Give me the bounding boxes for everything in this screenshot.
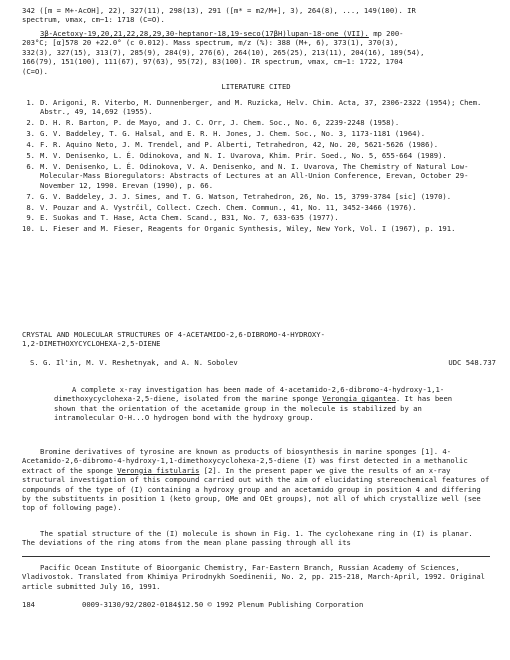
reference-item: [22, 129, 490, 138]
reference-item: [22, 213, 490, 222]
reference-number: 3.: [26, 129, 35, 139]
reference-text: G. V. Baddeley, T. G. Halsal, and E. R. H. Jones, J. Chem. Soc., No. 3, 1173-1181 (1964).: [40, 129, 426, 139]
spectrum-line-2: spectrum, νmax, cm−1: 1718 (C=O).: [22, 15, 165, 25]
reference-number: 4.: [26, 140, 35, 150]
reference-text: G. V. Baddeley, J. J. Simes, and T. G. Watson, Tetrahedron, 26, No. 15, 3799-3784 [sic] (1970).: [40, 191, 452, 201]
compound-vii-line-2: 203°C; [α]578 20 +22.0° (c 0.012). Mass spectrum, m/z (%): 388 (M+, 6), 373(1), 370(3),: [22, 38, 399, 48]
footnote-text: Pacific Ocean Institute of Bioorganic Chemistry, Far-Eastern Branch, Russian Academy of Sciences, Vladivostok. Translated from Khimiya Prirodnykh Soedinenii, No. 2, pp. 215-218, March-April, 1992. Original article submitted July 16, 1991.: [22, 563, 486, 591]
reference-item: [22, 98, 490, 117]
article-title-line-1: CRYSTAL AND MOLECULAR STRUCTURES OF 4-ACETAMIDO-2,6-DIBROMO-4-HYDROXY-: [22, 330, 325, 339]
reference-number: 7.: [26, 191, 35, 201]
compound-vii-mp: mp 200-: [368, 29, 404, 38]
authors: S. G. Il'in, M. V. Reshetnyak, and A. N. Sobolev: [30, 358, 238, 367]
article-title-line-2: 1,2-DIMETHOXYCYCLOHEXA-2,5-DIENE: [22, 339, 161, 349]
reference-item: [22, 118, 490, 127]
spectrum-continuation: [22, 6, 490, 25]
reference-text: V. Pouzar and A. Vystrčil, Collect. Czech. Chem. Commun., 41, No. 11, 3452-3466 (1976).: [40, 202, 417, 212]
reference-item: [22, 151, 490, 160]
udc-code: UDC 548.737: [448, 358, 496, 367]
compound-vii-line-4: 166(79), 151(100), 111(67), 97(63), 95(72), 83(100). IR spectrum, νmax, cm−1: 1722, 1704: [22, 57, 403, 67]
reference-number: 10.: [22, 224, 35, 234]
para1-text-end: [2]. In the present paper we give the results of an x-ray structural investigation of this compound carried out with the aim of elucidating stereochemical features of compounds of the type of (I) containing a hydroxy group and an acetamido group in position 4 and differing by the substituents in position 1 (keto group, OMe and OEt groups), not all of which crystallize well (see top of following page).: [22, 465, 490, 513]
footnote: [22, 563, 490, 591]
reference-item: [22, 162, 490, 190]
reference-number: 1.: [26, 98, 35, 107]
body-paragraph-1: [22, 447, 490, 513]
reference-item: [22, 203, 490, 212]
reference-item: [22, 224, 490, 233]
compound-vii-title: 3β-Acetoxy-19,20,21,22,28,29,30-heptanor-18,19-seco(17βH)lupan-18-one (VII).: [40, 29, 369, 38]
para1-text-start: Bromine derivatives of tyrosine are known as products of biosynthesis in marine sponges [1]. 4-Acetamido-2,6-dibromo-4-hydroxy-1,1-dimethoxycyclohexa-2,5-diene (I) was first detected in a methanolic extract of the sponge: [22, 447, 468, 475]
author-line: [22, 358, 498, 367]
abstract-text-end: . It has been shown that the orientation of the acetamide group in the molecule is stabilized by an intramolecular O-H...O hydrogen bond with the hydroxy group.: [54, 394, 453, 423]
para1-species: Verongia fistularis: [117, 465, 200, 475]
reference-number: 6.: [26, 161, 35, 171]
reference-text: D. Arigoni, R. Viterbo, M. Dunnenberger, and M. Ruzicka, Helv. Chim. Acta, 37, 2306-2322 (1954); Chem. Abstr., 49, 14,692 (1955).: [40, 98, 482, 117]
spectrum-line-1: 342 ([m = M+-AcOH], 22), 327(11), 298(13), 291 ([m* = m2/M+], 3), 264(8), ..., 149(100). IR: [22, 6, 416, 15]
compound-vii-block: [22, 29, 490, 76]
reference-text: M. V. Denisenko, L. É. Odinokova, V. A. Denisenko, and N. I. Uvarova, The Chemistry of Natural Low-Molecular-Mass Bioregulators: Abstracts of Lectures at an All-Union Conference, Erevan, October 29-November 12, 1990. Erevan (1990), p. 66.: [40, 161, 469, 190]
article-title: [22, 330, 490, 349]
para2-text: The spatial structure of the (I) molecule is shown in Fig. 1. The cyclohexane ring in (I) is planar. The deviations of the ring atoms from the mean plane passing through all its: [22, 529, 473, 548]
reference-text: E. Suokas and T. Hase, Acta Chem. Scand., B31, No. 7, 633-635 (1977).: [40, 213, 339, 223]
body-paragraph-2: [22, 529, 490, 548]
compound-vii-line-3: 332(3), 327(15), 313(7), 285(9), 284(9), 276(6), 264(10), 265(25), 213(11), 204(16), 189(54),: [22, 47, 425, 57]
footnote-divider: [22, 556, 490, 557]
reference-item: [22, 192, 490, 201]
page-footer: [22, 600, 490, 609]
copyright-line: 0009-3130/92/2802-0184$12.50 © 1992 Plenum Publishing Corporation: [82, 600, 364, 609]
references: [22, 98, 490, 234]
reference-text: M. V. Denisenko, L. É. Odinokova, and N. I. Uvarova, Khim. Prir. Soed., No. 5, 655-664 (1989).: [40, 151, 447, 161]
reference-text: F. R. Aquino Neto, J. M. Trendel, and P. Alberti, Tetrahedron, 42, No. 20, 5621-5626 (1986).: [40, 140, 439, 150]
abstract-species: Verongia gigantea: [322, 394, 396, 404]
reference-text: D. H. R. Barton, P. de Mayo, and J. C. Orr, J. Chem. Soc., No. 6, 2239-2248 (1958).: [40, 118, 400, 128]
reference-number: 5.: [26, 151, 35, 161]
reference-list: [22, 98, 490, 235]
reference-number: 2.: [26, 118, 35, 128]
abstract-text-start: A complete x-ray investigation has been made of 4-acetamido-2,6-dibromo-4-hydroxy-1,1-dimethoxycyclohexa-2,5-diene, isolated from the marine sponge: [54, 385, 445, 404]
page-number: 184: [22, 600, 35, 609]
reference-number: 8.: [26, 202, 35, 212]
abstract: [54, 385, 454, 423]
reference-text: L. Fieser and M. Fieser, Reagents for Organic Synthesis, Wiley, New York, Vol. I (1967), p. 191.: [40, 224, 456, 234]
literature-cited-heading: LITERATURE CITED: [221, 82, 291, 91]
reference-number: 9.: [26, 213, 35, 223]
compound-vii-line-5: (C=O).: [22, 66, 48, 76]
reference-item: [22, 140, 490, 149]
